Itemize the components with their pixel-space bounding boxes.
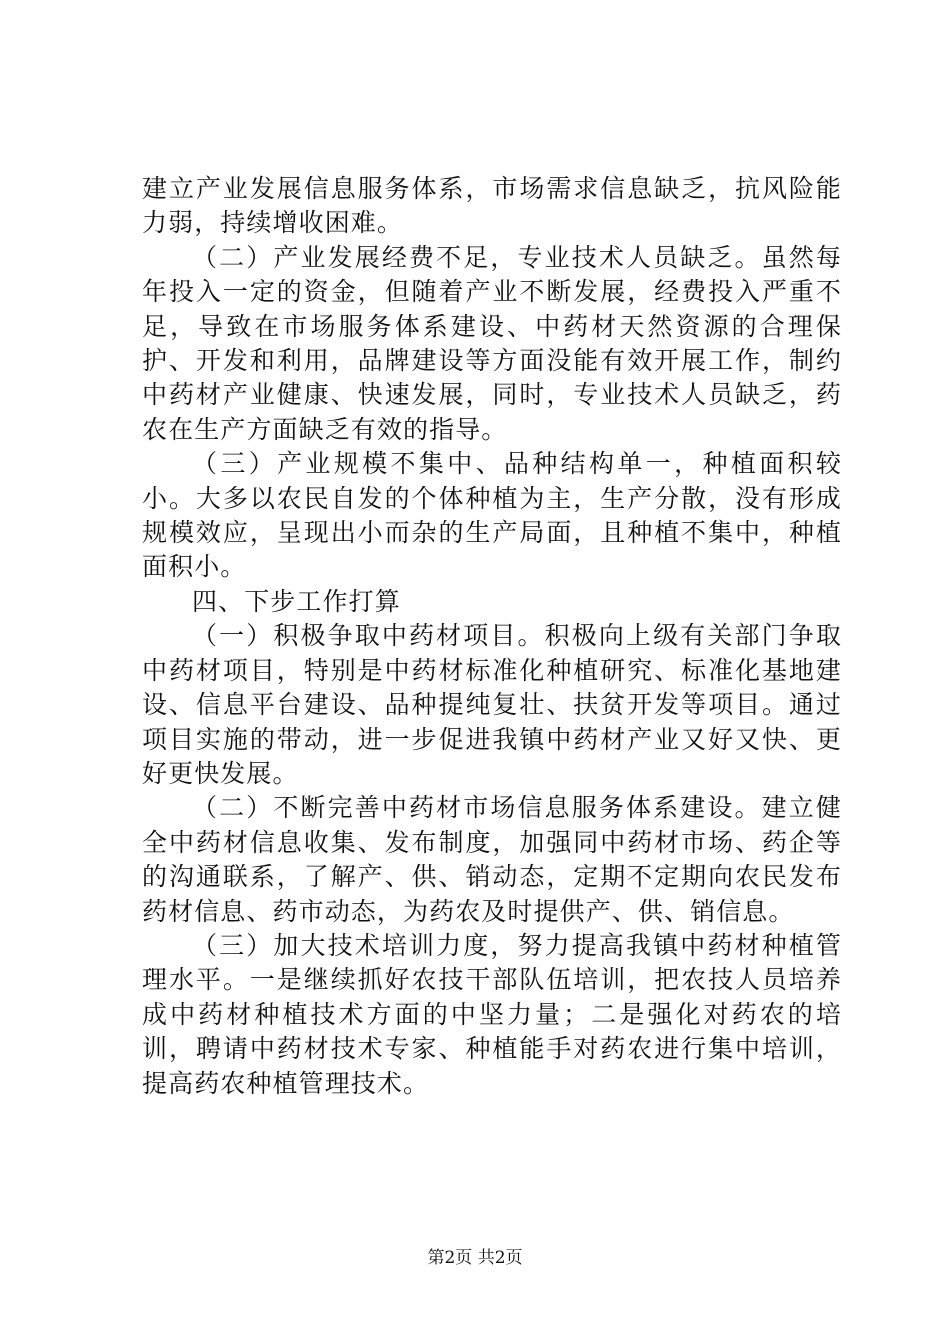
paragraph-5: （二）不断完善中药材市场信息服务体系建设。建立健全中药材信息收集、发布制度，加强同中药材市场、药企等的沟通联系，了解产、供、销动态，定期不定期向农民发布药材信息、药市动态，为药农及时提供产、供、销信息。 [142,793,842,926]
paragraph-6: （三）加大技术培训力度，努力提高我镇中药材种植管理水平。一是继续抓好农技干部队伍培训，把农技人员培养成中药材种植技术方面的中坚力量；二是强化对药农的培训，聘请中药材技术专家、种植能手对药农进行集中培训，提高药农种植管理技术。 [142,930,842,1098]
document-body [142,172,842,1101]
paragraph-3: （三）产业规模不集中、品种结构单一，种植面积较小。大多以农民自发的个体种植为主，生产分散，没有形成规模效应，呈现出小而杂的生产局面，且种植不集中，种植面积小。 [142,449,842,582]
paragraph-4: （一）积极争取中药材项目。积极向上级有关部门争取中药材项目，特别是中药材标准化种植研究、标准化基地建设、信息平台建设、品种提纯复壮、扶贫开发等项目。通过项目实施的带动，进一步促进我镇中药材产业又好又快、更好更快发展。 [142,621,842,788]
page-number-footer: 第2页 共2页 [427,1248,523,1268]
paragraph-1: 建立产业发展信息服务体系，市场需求信息缺乏，抗风险能力弱，持续增收困难。 [142,174,842,238]
paragraph-2: （二）产业发展经费不足，专业技术人员缺乏。虽然每年投入一定的资金，但随着产业不断发展，经费投入严重不足，导致在市场服务体系建设、中药材天然资源的合理保护、开发和利用，品牌建设等方面没能有效开展工作，制约中药材产业健康、快速发展，同时，专业技术人员缺乏，药农在生产方面缺乏有效的指导。 [142,242,842,444]
section-heading: 四、下步工作打算 [192,586,401,616]
